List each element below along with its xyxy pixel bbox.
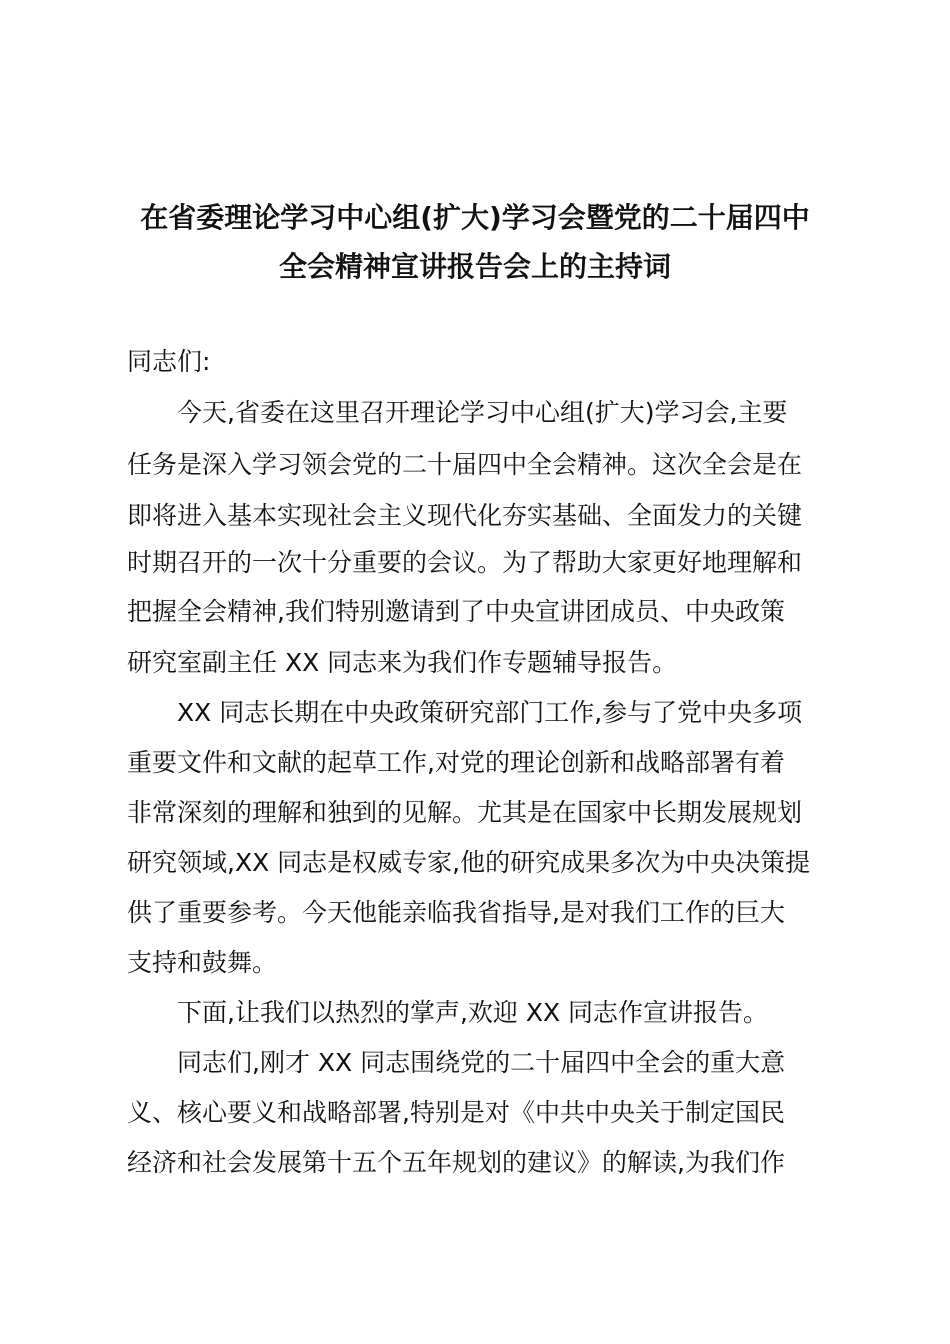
paragraph-1-line: 即将进入基本实现社会主义现代化夯实基础、全面发力的关键 bbox=[127, 501, 803, 530]
paragraph-4-line: 经济和社会发展第十五个五年规划的建议》的解读,为我们作 bbox=[127, 1148, 785, 1177]
paragraph-4-line: 义、核心要义和战略部署,特别是对《中共中央关于制定国民 bbox=[127, 1098, 785, 1127]
paragraph-2-line: 研究领域,XX 同志是权威专家,他的研究成果多次为中央决策提 bbox=[127, 848, 811, 877]
paragraph-2-line: 支持和鼓舞。 bbox=[127, 948, 278, 977]
salutation: 同志们: bbox=[127, 347, 211, 376]
paragraph-2-line: 供了重要参考。今天他能亲临我省指导,是对我们工作的巨大 bbox=[127, 898, 785, 927]
paragraph-1-line: 时期召开的一次十分重要的会议。为了帮助大家更好地理解和 bbox=[127, 548, 803, 577]
document-title-line-2: 全会精神宣讲报告会上的主持词 bbox=[278, 250, 671, 283]
paragraph-2-line: XX 同志长期在中央政策研究部门工作,参与了党中央多项 bbox=[177, 698, 803, 727]
paragraph-1-line: 把握全会精神,我们特别邀请到了中央宣讲团成员、中央政策 bbox=[127, 597, 785, 626]
paragraph-2-line: 重要文件和文献的起草工作,对党的理论创新和战略部署有着 bbox=[127, 748, 785, 777]
paragraph-1-line: 研究室副主任 XX 同志来为我们作专题辅导报告。 bbox=[127, 648, 678, 677]
paragraph-1-line: 任务是深入学习领会党的二十届四中全会精神。这次全会是在 bbox=[127, 450, 803, 479]
paragraph-1-line: 今天,省委在这里召开理论学习中心组(扩大)学习会,主要 bbox=[177, 398, 788, 427]
paragraph-2-line: 非常深刻的理解和独到的见解。尤其是在国家中长期发展规划 bbox=[127, 798, 803, 827]
paragraph-3-line: 下面,让我们以热烈的掌声,欢迎 XX 同志作宣讲报告。 bbox=[177, 998, 769, 1027]
paragraph-4-line: 同志们,刚才 XX 同志围绕党的二十届四中全会的重大意 bbox=[177, 1048, 786, 1077]
document-title-line-1: 在省委理论学习中心组(扩大)学习会暨党的二十届四中 bbox=[140, 201, 810, 234]
